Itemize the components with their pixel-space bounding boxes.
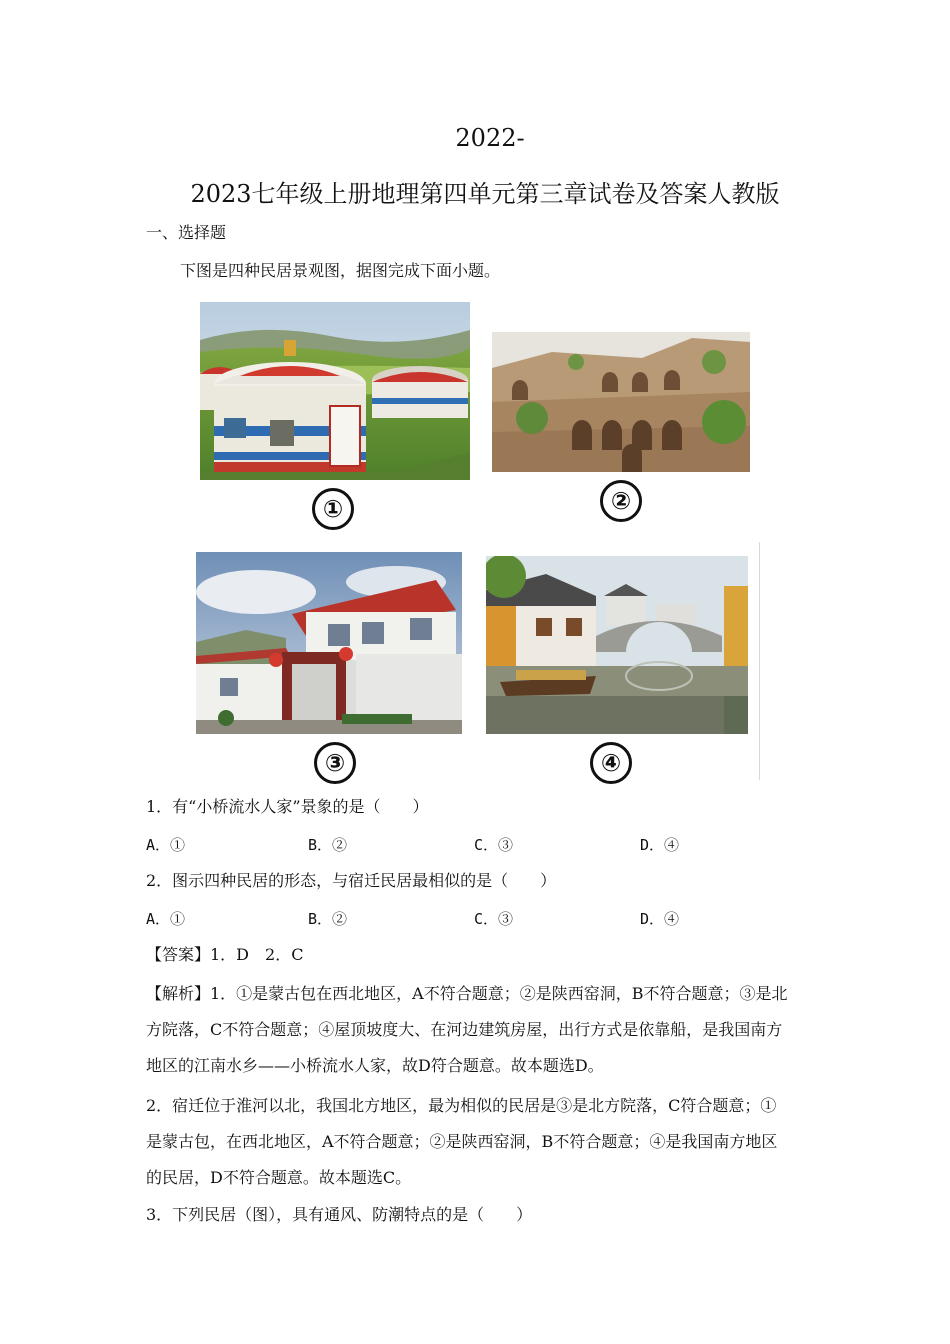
q1-option-b: B．②	[308, 836, 348, 854]
analysis-line-5: 是蒙古包，在西北地区，A不符合题意；②是陕西窑洞，B不符合题意；④是我国南方地区	[146, 1132, 778, 1151]
figure-edge-line	[759, 542, 760, 780]
figure-label-1: ①	[312, 488, 354, 530]
section-label: 一、选择题	[146, 223, 227, 242]
question-3: 3．下列民居（图），具有通风、防潮特点的是（ ）	[146, 1205, 533, 1224]
title-line-1: 2022-	[455, 124, 525, 152]
photo-water-town	[486, 556, 748, 734]
figure-label-3: ③	[314, 742, 356, 784]
analysis-line-2: 方院落，C不符合题意；④屋顶坡度大、在河边建筑房屋，出行方式是依靠船，是我国南方	[146, 1020, 783, 1039]
answer-line: 【答案】1．D 2．C	[146, 945, 304, 964]
question-1: 1．有“小桥流水人家”景象的是（ ）	[146, 797, 429, 816]
q2-option-b: B．②	[308, 910, 348, 928]
analysis-line-4: 2．宿迁位于淮河以北，我国北方地区，最为相似的民居是③是北方院落，C符合题意；①	[146, 1096, 777, 1115]
analysis-line-6: 的民居，D不符合题意。故本题选C。	[146, 1168, 412, 1187]
q1-option-d: D．④	[640, 836, 680, 854]
photo-yurt	[200, 302, 470, 480]
title-line-2: 2023七年级上册地理第四单元第三章试卷及答案人教版	[190, 180, 780, 208]
analysis-line-3: 地区的江南水乡——小桥流水人家，故D符合题意。故本题选D。	[146, 1056, 604, 1075]
figure-label-2: ②	[600, 480, 642, 522]
question-2: 2．图示四种民居的形态，与宿迁民居最相似的是（ ）	[146, 871, 557, 890]
analysis-line-1: 【解析】1．①是蒙古包在西北地区，A不符合题意；②是陕西窑洞，B不符合题意；③是北	[146, 984, 788, 1003]
q1-option-c: C．③	[474, 836, 514, 854]
figure-label-4: ④	[590, 742, 632, 784]
q1-option-a: A．①	[146, 836, 186, 854]
photo-cave-dwelling	[492, 332, 750, 472]
intro-text: 下图是四种民居景观图，据图完成下面小题。	[180, 261, 501, 280]
photo-courtyard-house	[196, 552, 462, 734]
q2-option-a: A．①	[146, 910, 186, 928]
q2-option-c: C．③	[474, 910, 514, 928]
q2-option-d: D．④	[640, 910, 680, 928]
